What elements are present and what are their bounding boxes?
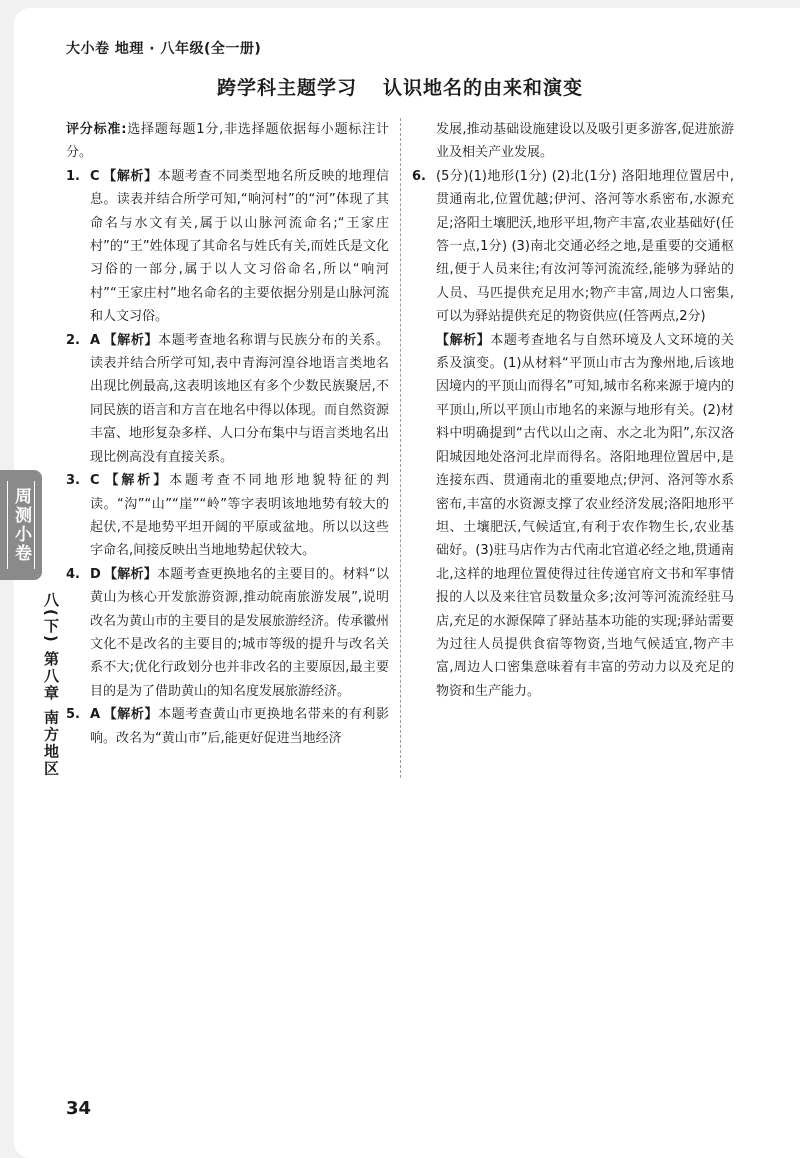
item-answer: D — [90, 566, 101, 582]
analysis-tag: 【解析】 — [102, 168, 158, 184]
title-part1: 跨学科主题学习 — [216, 77, 357, 99]
item-text: 本题考查不同类型地名所反映的地理信息。读表并结合所学可知,“响河村”的“河”体现了其命名与水文有关,属于以山脉河流命名;“王家庄村”的“王”姓体现了其命名与姓氏有关,而姓氏是文化习俗的一部分,属于以人文习俗命名,所以“响河村”“王家庄村”地名命名的主要依据分别是山脉河流和人文习俗。 — [90, 168, 389, 325]
scoring-label: 评分标准: — [66, 122, 127, 137]
item-text: (5分)(1)地形(1分) (2)北(1分) 洛阳地理位置居中,贯通南北,位置优越;伊河、洛河等水系密布,水源充足;洛阳土壤肥沃,地形平坦,物产丰富,农业基础好(任答一点,1分) (3)南北交通必经之地,是重要的交通枢纽,便于人员来往;有汝河等河流流经,能够为驿站的人员、马匹提供充足用水;物产丰富,周边人口密集,可以为驿站提供充足的物资供应(任答两点,2分) — [436, 168, 734, 325]
scoring-text: 选择题每题1分,非选择题依据每小题标注计分。 — [66, 122, 389, 161]
analysis-tag: 【解析】 — [103, 566, 158, 582]
item-answer: A — [90, 707, 101, 723]
answer-item-3 — [66, 469, 389, 563]
book-header: 大小卷 地理 · 八年级(全一册) — [66, 41, 262, 57]
page-title — [0, 73, 800, 100]
item-answer: C — [90, 168, 100, 184]
item-text: 发展,推动基础设施建设以及吸引更多游客,促进旅游业及相关产业发展。 — [436, 122, 734, 161]
item-number: 6. — [412, 168, 426, 184]
item-number: 1. — [66, 168, 80, 184]
item-answer: C — [90, 473, 100, 489]
answer-item-5 — [66, 703, 389, 750]
item-answer: A — [90, 332, 101, 348]
answer-item-6 — [412, 165, 734, 329]
side-tab-label: 周测小卷 — [7, 481, 35, 569]
right-column — [412, 118, 734, 703]
item-number: 4. — [66, 566, 80, 582]
item-text: 本题考查黄山市更换地名带来的有利影响。改名为“黄山市”后,能更好促进当地经济 — [90, 707, 389, 746]
page-number: 34 — [66, 1098, 92, 1119]
left-column — [66, 118, 389, 750]
side-tab — [0, 470, 42, 580]
item-number: 5. — [66, 707, 80, 723]
answer-item-5-continued — [412, 118, 734, 165]
answer-item-4 — [66, 563, 389, 703]
answer-item-1 — [66, 165, 389, 329]
item-text: 本题考查不同地形地貌特征的判读。“沟”“山”“崖”“岭”等字表明该地地势有较大的起伏,不是地势平坦开阔的平原或盆地。所以以这些字命名,间接反映出当地地势起伏较大。 — [90, 473, 389, 559]
item-text: 本题考查地名称谓与民族分布的关系。读表并结合所学可知,表中青海河湟谷地语言类地名出现比例最高,这表明该地区有多个少数民族聚居,不同民族的语言和方言在地名中得以体现。而自然资源丰富、地形复杂多样、人口分布集中与语言类地名出现比例高没有直接关系。 — [90, 332, 390, 465]
column-divider — [400, 118, 401, 778]
scoring-standard — [66, 118, 389, 165]
analysis-tag: 【解析】 — [436, 332, 491, 348]
analysis-tag: 【解析】 — [102, 473, 170, 489]
analysis-tag: 【解析】 — [103, 332, 159, 348]
answer-item-2 — [66, 329, 389, 469]
analysis-tag: 【解析】 — [103, 707, 159, 723]
item-number: 3. — [66, 473, 80, 489]
answer-item-6-analysis — [412, 329, 734, 704]
item-text: 本题考查更换地名的主要目的。材料“以黄山为核心开发旅游资源,推动皖南旅游发展”,说明改名为黄山市的主要目的是发展旅游经济。传承徽州文化不是改名的主要目的;城市等级的提升与改名关系不大;优化行政划分也并非改名的主要原因,最主要目的是为了借助黄山的知名度发展旅游经济。 — [90, 566, 390, 699]
chapter-side-label: 八(下) 第八章 南方地区 — [42, 592, 60, 778]
item-number: 2. — [66, 332, 80, 348]
title-part2: 认识地名的由来和演变 — [383, 77, 584, 99]
analysis-text: 本题考查地名与自然环境及人文环境的关系及演变。(1)从材料“平顶山市古为豫州地,后该地因境内的平顶山而得名”可知,城市名称来源于境内的平顶山,所以平顶山市地名的来源与地形有关。(2)材料中明确提到“古代以山之南、水之北为阳”,东汉洛阳城因地处洛河北岸而得名。洛阳地理位置居中,是连接东西、贯通南北的重要地点;伊河、洛河等水系密布,丰富的水资源支撑了农业经济发展;洛阳地形平坦、土壤肥沃,气候适宜,有利于农作物生长,农业基础好。(3)驻马店作为古代南北官道必经之地,贯通南北,这样的地理位置使得过往传递官府文书和军事情报的人以及来往官员数量众多;汝河等河流流经驻马店,充足的水源保障了驿站基本功能的实现;驿站需要为过往人员提供食宿等物资,当地气候适宜,物产丰富,周边人口密集意味着有丰富的劳动力以及充足的物资和生产能力。 — [436, 332, 734, 699]
